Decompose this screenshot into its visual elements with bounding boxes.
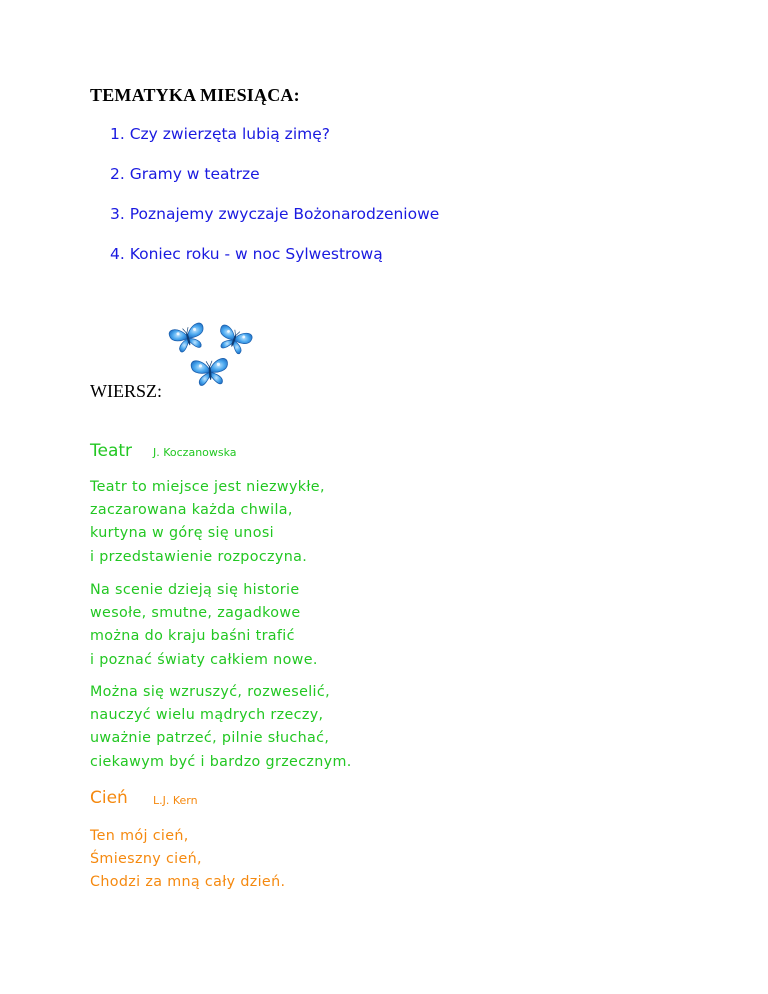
poem-stanza <box>90 476 325 569</box>
topic-item: 2. Gramy w teatrze <box>110 165 260 183</box>
poem-line: i poznać światy całkiem nowe. <box>90 651 318 668</box>
poem-title: Teatr <box>90 441 133 461</box>
section-label: WIERSZ: <box>90 381 162 401</box>
poem-stanza <box>90 579 318 672</box>
poem-author: J. Koczanowska <box>153 446 237 459</box>
topic-list <box>110 124 439 284</box>
poem-line: Na scenie dzieją się historie <box>90 582 300 598</box>
topic-item: 1. Czy zwierzęta lubią zimę? <box>110 125 330 143</box>
poem-line: Śmieszny cień, <box>90 851 202 868</box>
poem-line: Można się wzruszyć, rozweselić, <box>90 684 330 700</box>
poem-author: L.J. Kern <box>153 794 198 807</box>
poem-line: nauczyć wielu mądrych rzeczy, <box>90 707 324 724</box>
poem-line: i przedstawienie rozpoczyna. <box>90 548 308 565</box>
poem-line: wesołe, smutne, zagadkowe <box>90 605 301 622</box>
poem-line: uważnie patrzeć, pilnie słuchać, <box>90 730 330 747</box>
poem-title-row <box>90 788 198 808</box>
poem-line: Ten mój cień, <box>90 828 189 844</box>
poem-title-row <box>90 441 237 461</box>
poem-line: Chodzi za mną cały dzień. <box>90 874 286 891</box>
poem-line: kurtyna w górę się unosi <box>90 525 274 542</box>
page-heading: TEMATYKA MIESIĄCA: <box>90 85 300 105</box>
poem-line: zaczarowana każda chwila, <box>90 502 293 519</box>
topic-item: 4. Koniec roku - w noc Sylwestrową <box>110 245 383 263</box>
poem-stanza <box>90 825 285 895</box>
topic-item: 3. Poznajemy zwyczaje Bożonarodzeniowe <box>110 205 440 223</box>
poem-line: ciekawym być i bardzo grzecznym. <box>90 753 352 770</box>
poem-line: Teatr to miejsce jest niezwykłe, <box>90 479 325 495</box>
poem-title: Cień <box>90 788 128 808</box>
butterflies-icon <box>162 318 260 394</box>
poem-line: można do kraju baśni trafić <box>90 628 295 645</box>
poem-stanza <box>90 681 352 774</box>
